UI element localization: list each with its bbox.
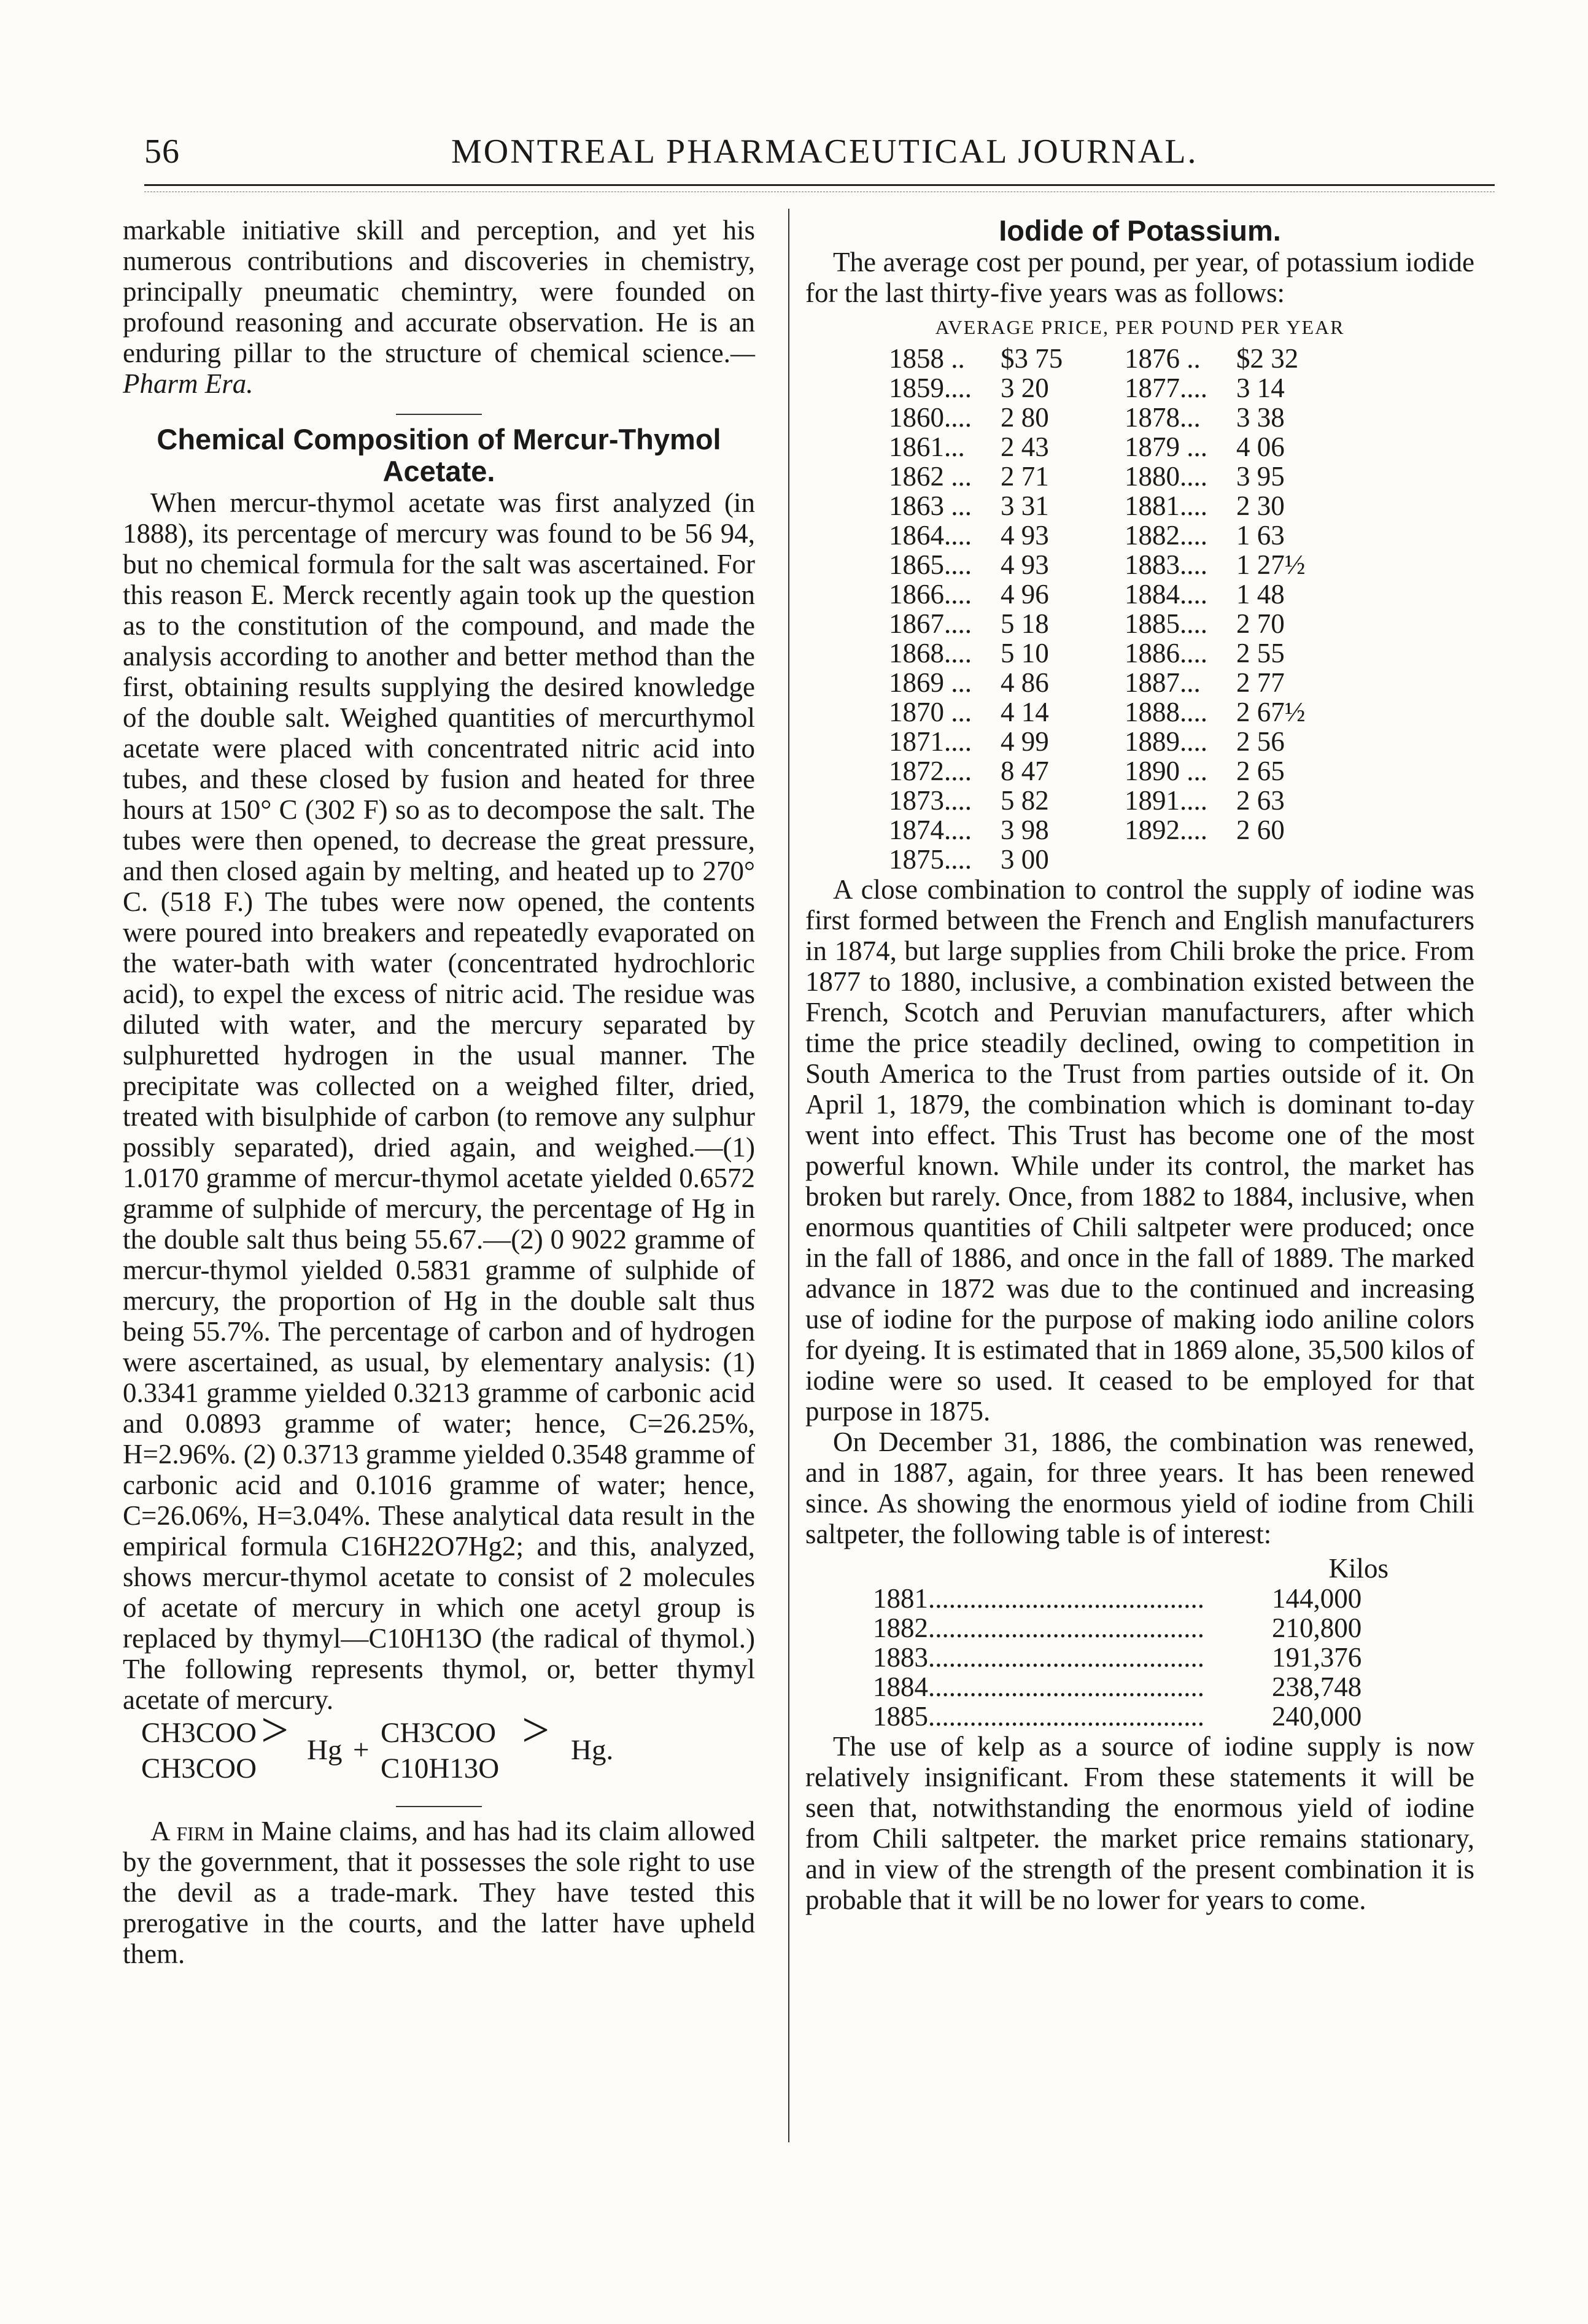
formula-plus: + — [353, 1734, 370, 1766]
kilos-value: 144,000 — [1272, 1583, 1362, 1614]
kilos-value: 238,748 — [1272, 1671, 1362, 1702]
iodide-intro: The average cost per pound, per year, of potassium iodide for the last thirty-five years was as follows: — [805, 247, 1474, 308]
price-value: 3 95 — [1236, 461, 1285, 492]
price-year: 1873.... — [889, 785, 972, 816]
price-year: 1866.... — [889, 579, 972, 610]
price-year: 1877.... — [1125, 373, 1207, 403]
price-value: $2 32 — [1236, 343, 1299, 374]
kilos-value: 240,000 — [1272, 1701, 1362, 1732]
price-value: 2 63 — [1236, 785, 1285, 816]
price-row — [885, 638, 1357, 668]
price-value — [1233, 845, 1357, 874]
price-row — [885, 521, 1357, 550]
kilos-value: 210,800 — [1272, 1613, 1362, 1643]
kilos-header: Kilos — [1328, 1553, 1389, 1584]
formula-hg-1: Hg — [307, 1734, 343, 1766]
formula-a1: CH3COO — [141, 1717, 257, 1749]
intro-source: —Pharm Era. — [123, 338, 755, 399]
price-value: 8 47 — [1001, 756, 1049, 786]
price-year: 1887... — [1125, 667, 1201, 698]
price-value: 4 93 — [1001, 520, 1049, 551]
price-value: 2 55 — [1236, 638, 1285, 668]
price-year: 1885.... — [1125, 608, 1207, 639]
section-separator — [396, 1806, 482, 1807]
price-year: 1863 ... — [889, 490, 972, 521]
price-year: 1861... — [889, 432, 965, 462]
formula-hg-2: Hg. — [571, 1734, 614, 1766]
formula-a2: CH3COO — [141, 1753, 257, 1784]
right-column — [805, 215, 1474, 1915]
chemical-formula — [129, 1703, 755, 1791]
page-number: 56 — [144, 133, 180, 171]
price-value: 2 77 — [1236, 667, 1285, 698]
price-table-caption: AVERAGE PRICE, PER POUND PER YEAR — [935, 316, 1345, 338]
price-row — [885, 815, 1357, 845]
price-year: 1868.... — [889, 638, 972, 668]
price-value: 4 99 — [1001, 726, 1049, 757]
price-table — [885, 344, 1357, 874]
price-year: 1875.... — [889, 844, 972, 875]
price-year: 1884.... — [1125, 579, 1207, 610]
price-value: 2 67½ — [1236, 697, 1306, 727]
price-value: 1 48 — [1236, 579, 1285, 610]
price-year: 1865.... — [889, 549, 972, 580]
price-value: 3 38 — [1236, 402, 1285, 433]
price-value: 2 30 — [1236, 490, 1285, 521]
left-column — [123, 215, 755, 1969]
price-year: 1862 ... — [889, 461, 972, 492]
price-value: $3 75 — [1001, 343, 1063, 374]
price-value: 3 31 — [1001, 490, 1049, 521]
price-value: 5 82 — [1001, 785, 1049, 816]
iodide-paragraph-2: On December 31, 1886, the combination was renewed, and in 1887, again, for three years. It has been renewed since. As showing the enormous yield of iodine from Chili saltpeter, the following table is of interest: — [805, 1427, 1474, 1549]
kilos-year: 1883 — [873, 1642, 928, 1673]
price-year: 1883.... — [1125, 549, 1207, 580]
iodide-paragraph-3: The use of kelp as a source of iodine supply is now relatively insignificant. From these statements it will be seen that, notwithstanding the enormous yield of iodine from Chili saltpeter. the market price remains stationary, and in view of the strength of the present combination it is probable that it will be no lower for years to come. — [805, 1731, 1474, 1915]
price-row — [885, 403, 1357, 432]
price-value: 4 96 — [1001, 579, 1049, 610]
price-value: 3 20 — [1001, 373, 1049, 403]
price-row — [885, 845, 1357, 874]
journal-title: MONTREAL PHARMACEUTICAL JOURNAL. — [451, 133, 1198, 171]
intro-paragraph: markable initiative skill and perception, and yet his numerous contributions and discoveries in chemistry, principally pneumatic chemintry, were founded on profound reasoning and accurate observation. He is an enduring pillar to the structure of chemical science.—Pharm Era. — [123, 215, 755, 399]
price-year: 1891.... — [1125, 785, 1207, 816]
price-row — [885, 756, 1357, 786]
price-value: 2 70 — [1236, 608, 1285, 639]
formula-gt-1: > — [261, 1703, 289, 1757]
kilos-row — [873, 1584, 1361, 1613]
price-row — [885, 462, 1357, 491]
price-year: 1870 ... — [889, 697, 972, 727]
price-value: 3 14 — [1236, 373, 1285, 403]
price-year: 1881.... — [1125, 490, 1207, 521]
price-value: 2 56 — [1236, 726, 1285, 757]
header-rule — [144, 184, 1495, 186]
price-value: 2 80 — [1001, 402, 1049, 433]
leader-dots: ........................................ — [928, 1643, 1204, 1672]
price-value: 5 18 — [1001, 608, 1049, 639]
kilos-row — [873, 1643, 1361, 1672]
price-row — [885, 668, 1357, 697]
price-value: 1 63 — [1236, 520, 1285, 551]
price-row — [885, 432, 1357, 462]
price-year: 1879 ... — [1125, 432, 1207, 462]
price-row — [885, 697, 1357, 727]
price-year: 1859.... — [889, 373, 972, 403]
price-year: 1858 .. — [889, 343, 965, 374]
price-year: 1886.... — [1125, 638, 1207, 668]
price-year: 1869 ... — [889, 667, 972, 698]
price-value: 4 06 — [1236, 432, 1285, 462]
price-year: 1860.... — [889, 402, 972, 433]
trademark-paragraph: A firm in Maine claims, and has had its claim allowed by the government, that it possesses the sole right to use the devil as a trade-mark. They have tested this prerogative in the courts, and the latter have upheld them. — [123, 1816, 756, 1969]
price-value: 2 60 — [1236, 815, 1285, 845]
kilos-row — [873, 1672, 1361, 1702]
price-year: 1864.... — [889, 520, 972, 551]
price-year: 1888.... — [1125, 697, 1207, 727]
leader-dots: ........................................ — [928, 1672, 1204, 1702]
kilos-year: 1885 — [873, 1701, 928, 1732]
kilos-table — [873, 1584, 1361, 1731]
price-value: 5 10 — [1001, 638, 1049, 668]
price-value: 3 00 — [1001, 844, 1049, 875]
price-value: 4 86 — [1001, 667, 1049, 698]
mercur-thymol-body: When mercur-thymol acetate was first analyzed (in 1888), its percentage of mercury was found to be 56 94, but no chemical formula for the salt was ascertained. For this reason E. Merck recently again took up the question as to the constitution of the compound, and made the analysis according to another and better method than the first, obtaining results supplying the desired knowledge of the double salt. Weighed quantities of mercurthymol acetate were placed with concentrated nitric acid into tubes, and these closed by fusion and heated for three hours at 150° C (302 F) so as to decompose the salt. The tubes were then opened, to decrease the great pressure, and then closed again by melting, and heated up to 270° C. (518 F.) The tubes were now opened, the contents were poured into breakers and repeatedly evaporated on the water-bath with water (concentrated hydrochloric acid), to expel the excess of nitric acid. The residue was diluted with water, and the mercury separated by sulphuretted hydrogen in the usual manner. The precipitate was collected on a weighed filter, dried, treated with bisulphide of carbon (to remove any sulphur possibly separated), dried again, and weighed.—(1) 1.0170 gramme of mercur-thymol acetate yielded 0.6572 gramme of sulphide of mercury, the percentage of Hg in the double salt thus being 55.67.—(2) 0 9022 gramme of mercur-thymol yielded 0.5831 gramme of sulphide of mercury, the proportion of Hg in the double salt thus being 55.7%. The percentage of carbon and of hydrogen were ascertained, as usual, by elementary analysis: (1) 0.3341 gramme yielded 0.3213 gramme of carbonic acid and 0.0893 gramme of water; hence, C=26.25%, H=2.96%. (2) 0.3713 gramme yielded 0.3548 gramme of carbonic acid and 0.1016 gramme of water; hence, C=26.06%, H=3.04%. These analytical data result in the empirical formula C16H22O7Hg2; and this, analyzed, shows mercur-thymol acetate to consist of 2 molecules of acetate of mercury in which one acetyl group is replaced by thymyl—C10H13O (the radical of thymol.) The following represents thymol, or, better thymyl acetate of mercury. — [123, 487, 755, 1715]
price-value: 4 14 — [1001, 697, 1049, 727]
price-row — [885, 579, 1357, 609]
leader-dots: ........................................ — [928, 1613, 1204, 1643]
page-header — [144, 132, 1495, 187]
section-separator — [396, 414, 482, 415]
leader-dots: ........................................ — [928, 1584, 1204, 1613]
column-divider — [788, 209, 789, 2142]
price-row — [885, 786, 1357, 815]
price-year: 1867.... — [889, 608, 972, 639]
price-value: 2 43 — [1001, 432, 1049, 462]
iodide-heading: Iodide of Potassium. — [999, 214, 1281, 247]
price-row — [885, 550, 1357, 579]
price-row — [885, 491, 1357, 521]
price-year: 1876 .. — [1125, 343, 1201, 374]
price-year: 1878... — [1125, 402, 1201, 433]
price-year: 1880.... — [1125, 461, 1207, 492]
price-value: 3 98 — [1001, 815, 1049, 845]
price-row — [885, 344, 1357, 373]
kilos-year: 1882 — [873, 1613, 928, 1643]
price-year: 1872.... — [889, 756, 972, 786]
leader-dots: ........................................ — [928, 1702, 1204, 1731]
kilos-year: 1884 — [873, 1671, 928, 1702]
price-year: 1892.... — [1125, 815, 1207, 845]
price-row — [885, 609, 1357, 638]
price-row — [885, 373, 1357, 403]
price-value: 2 71 — [1001, 461, 1049, 492]
formula-gt-2: > — [522, 1703, 550, 1757]
formula-b2: C10H13O — [381, 1753, 500, 1784]
kilos-year: 1881 — [873, 1583, 928, 1614]
price-year: 1874.... — [889, 815, 972, 845]
price-row — [885, 727, 1357, 756]
price-year: 1889.... — [1125, 726, 1207, 757]
iodide-paragraph-1: A close combination to control the supply of iodine was first formed between the French and English manufacturers in 1874, but large supplies from Chili broke the price. From 1877 to 1880, inclusive, a combination existed between the French, Scotch and Peruvian manufacturers, after which time the price steadily declined, owing to competition in South America to the Trust from parties outside of it. On April 1, 1879, the combination which is dominant to-day went into effect. This Trust has become one of the most powerful known. While under its control, the market has broken but rarely. Once, from 1882 to 1884, inclusive, when enormous quantities of Chili saltpeter were produced; once in the fall of 1886, and once in the fall of 1889. The marked advance in 1872 was due to the continued and increasing use of iodine for the purpose of making iodo aniline colors for dyeing. It is estimated that in 1869 alone, 35,500 kilos of iodine were so used. It ceased to be employed for that purpose in 1875. — [805, 874, 1474, 1427]
price-value: 2 65 — [1236, 756, 1285, 786]
price-year: 1871.... — [889, 726, 972, 757]
formula-b1: CH3COO — [381, 1717, 497, 1749]
mercur-thymol-heading: Chemical Composition of Mercur-Thymol Acetate. — [157, 423, 721, 487]
kilos-row — [873, 1702, 1361, 1731]
kilos-value: 191,376 — [1272, 1642, 1362, 1673]
price-value: 1 27½ — [1236, 549, 1306, 580]
price-year: 1882.... — [1125, 520, 1207, 551]
price-year: 1890 ... — [1125, 756, 1207, 786]
price-value: 4 93 — [1001, 549, 1049, 580]
kilos-row — [873, 1613, 1361, 1643]
price-year — [1121, 845, 1233, 874]
